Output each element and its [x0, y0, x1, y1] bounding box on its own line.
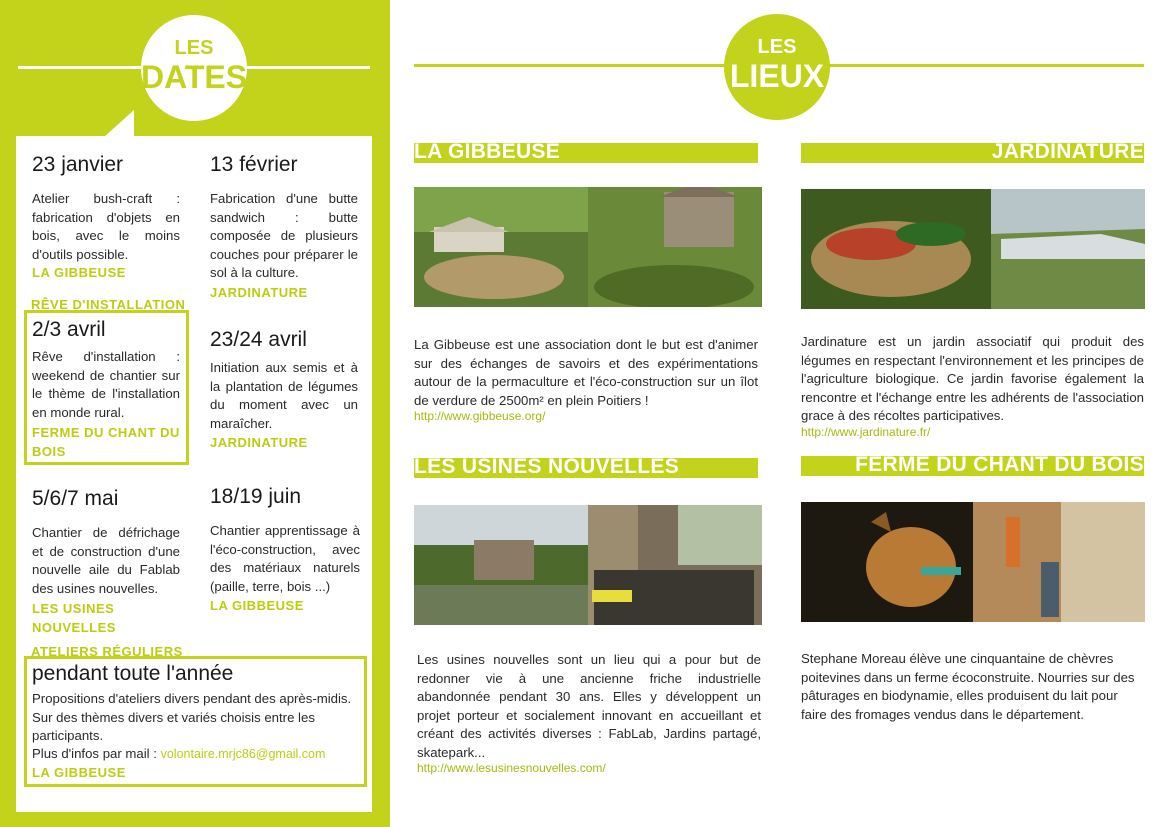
- event-text: Rêve d'installation : weekend de chantier sur le thème de l'installation en monde rural.: [32, 349, 180, 420]
- event-place: JARDINATURE: [210, 435, 308, 450]
- place-text: La Gibbeuse est une association dont le but est d'animer sur des échanges de savoirs et des expérimentations autour de la permaculture et l'éco-construction sur un îlot de verdure de 2500m² en plein Poitiers !: [414, 337, 758, 408]
- event-place: JARDINATURE: [210, 285, 308, 300]
- event-text: Chantier de défrichage et de construction d'une nouvelle aile du Fablab des usines nouvelles.: [32, 525, 180, 596]
- place-url[interactable]: http://www.gibbeuse.org/: [414, 409, 546, 423]
- lieux-heading-circle: [724, 14, 830, 120]
- event-date: 23 janvier: [32, 153, 124, 176]
- event-text: Initiation aux semis et à la plantation de légumes du moment avec un maraîcher.: [210, 360, 358, 431]
- event-date: 18/19 juin: [210, 485, 302, 508]
- ferme-photo: [801, 502, 1145, 622]
- event-place: LA GIBBEUSE: [32, 765, 126, 780]
- event-text: Atelier bush-craft : fabrication d'objets en bois, avec le moins d'outils possible.: [32, 191, 180, 262]
- usines-photo: [414, 505, 762, 625]
- lieux-heading-big: LIEUX: [729, 58, 825, 94]
- event-text: Fabrication d'une butte sandwich : butte composée de plusieurs couches pour préparer le sol à la culture.: [210, 191, 358, 280]
- dates-heading-circle: [141, 15, 247, 121]
- place-text: Jardinature est un jardin associatif qui produit des légumes en respectant l'environnement et les principes de l'agriculture biologique. Ce jardin favorise également la rencontre et l'échange entre les adhérents de l'association grace à des récoltes participatives.: [801, 334, 1144, 423]
- section-label: RÊVE D'INSTALLATION: [31, 297, 186, 312]
- place-title-bar: JARDINATURE: [801, 143, 1144, 163]
- event-text: Chantier apprentissage à l'éco-construction, avec des matériaux naturels (paille, terre, bois ...): [210, 523, 360, 594]
- dates-heading-big: DATES: [141, 59, 248, 95]
- event-date: 2/3 avril: [32, 318, 106, 341]
- event-date: 5/6/7 mai: [32, 487, 119, 510]
- event-date: 23/24 avril: [210, 328, 307, 351]
- mail-link[interactable]: volontaire.mrjc86@gmail.com: [160, 747, 326, 761]
- place-text: Les usines nouvelles sont un lieu qui a pour but de redonner vie à une ancienne friche industrielle abandonnée pendant 30 ans. Elles y développent un projet porteur et socialement innovant en accueillant et créant des activités diverses : FabLab, Jardins partagé, skatepark...: [417, 652, 761, 760]
- event-place: LA GIBBEUSE: [32, 265, 126, 280]
- event-date: pendant toute l'année: [32, 662, 234, 685]
- dates-heading-small: LES: [174, 37, 214, 59]
- lieux-heading-small: LES: [757, 36, 797, 58]
- place-title-bar: LA GIBBEUSE: [414, 143, 758, 163]
- place-title-bar: LES USINES NOUVELLES: [414, 458, 758, 478]
- section-label: ATELIERS RÉGULIERS: [31, 644, 183, 659]
- place-title-bar: FERME DU CHANT DU BOIS: [801, 456, 1144, 476]
- card-tail: [104, 110, 134, 137]
- mail-label: Plus d'infos par mail :: [32, 746, 157, 761]
- event-place: LES USINES NOUVELLES: [32, 601, 116, 635]
- event-place: FERME DU CHANT DU BOIS: [32, 425, 180, 459]
- place-url[interactable]: http://www.lesusinesnouvelles.com/: [417, 761, 606, 775]
- event-place: LA GIBBEUSE: [210, 598, 304, 613]
- event-text: Propositions d'ateliers divers pendant des après-midis. Sur des thèmes divers et variés choisis entre les participants.: [32, 691, 352, 743]
- gibbeuse-photo: [414, 187, 762, 307]
- jardinature-photo: [801, 189, 1145, 309]
- event-mail-line: [32, 745, 362, 764]
- place-text: Stephane Moreau élève une cinquantaine de chèvres poitevines dans un ferme écoconstruite. Nourries sur des pâturages en biodynamie, elles produisent du lait pour faire des fromages vendus dans le département.: [801, 651, 1135, 722]
- place-url[interactable]: http://www.jardinature.fr/: [801, 425, 931, 439]
- event-date: 13 février: [210, 153, 298, 176]
